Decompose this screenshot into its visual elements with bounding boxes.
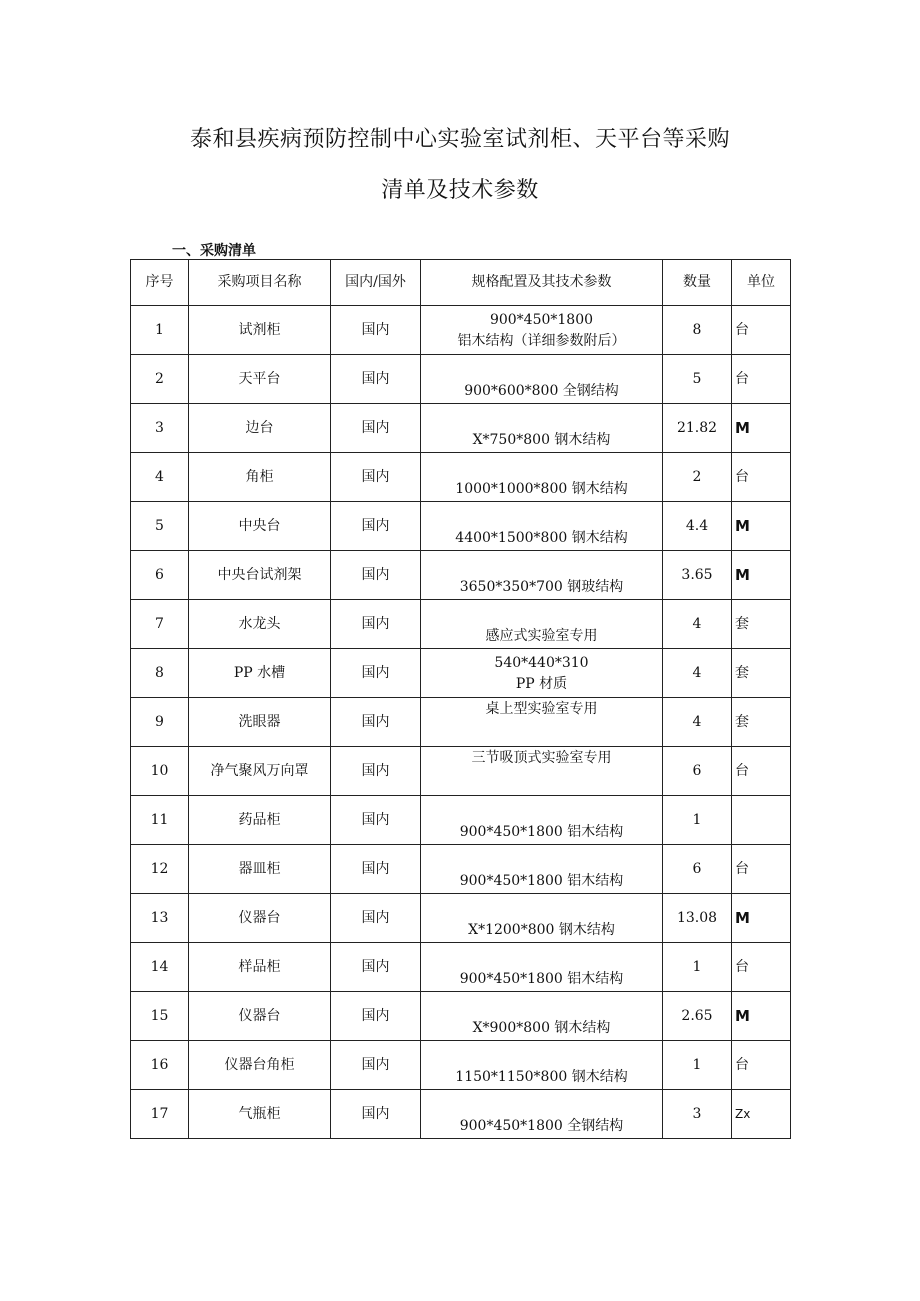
row-qty: 4: [663, 600, 732, 649]
row-unit: 台: [732, 845, 791, 894]
section-heading: 一、采购清单: [172, 243, 256, 259]
row-name: 气瓶柜: [189, 1090, 331, 1139]
row-spec-text: 三节吸顶式实验室专用: [471, 750, 612, 766]
table-row: [131, 845, 791, 894]
row-spec: [421, 992, 663, 1041]
row-spec-text: 桌上型实验室专用: [485, 701, 598, 717]
table-row: [131, 649, 791, 698]
row-name: 样品柜: [189, 943, 331, 992]
row-spec-text: 900*450*1800 铝木结构: [459, 873, 624, 890]
table-row: [131, 551, 791, 600]
row-unit: 台: [732, 747, 791, 796]
row-no: 11: [131, 796, 189, 845]
row-no: 1: [131, 306, 189, 355]
row-spec-text: 3650*350*700 钢玻结构: [459, 579, 624, 596]
row-spec: [421, 600, 663, 649]
row-spec-line: PP 材质: [515, 676, 568, 692]
row-name: 洗眼器: [189, 698, 331, 747]
row-qty: 21.82: [663, 404, 732, 453]
row-qty: 1: [663, 1041, 732, 1090]
row-qty: 6: [663, 747, 732, 796]
row-qty: 6: [663, 845, 732, 894]
row-spec-text: 感应式实验室专用: [485, 628, 598, 645]
row-spec: [421, 796, 663, 845]
row-qty: 2.65: [663, 992, 732, 1041]
table-row: [131, 698, 791, 747]
row-name: 净气聚风万向罩: [189, 747, 331, 796]
row-name: 边台: [189, 404, 331, 453]
row-spec-text: 900*450*1800 铝木结构: [459, 824, 624, 841]
row-no: 9: [131, 698, 189, 747]
row-no: 5: [131, 502, 189, 551]
row-spec-line: 540*440*310: [494, 655, 589, 672]
row-unit: 台: [732, 453, 791, 502]
row-origin: 国内: [331, 306, 421, 355]
row-spec: [421, 943, 663, 992]
row-spec-line: 900*450*1800: [489, 312, 594, 329]
document-title-line-1: 泰和县疾病预防控制中心实验室试剂柜、天平台等采购: [189, 127, 730, 152]
row-name: 天平台: [189, 355, 331, 404]
row-name: 药品柜: [189, 796, 331, 845]
row-no: 2: [131, 355, 189, 404]
row-qty: 3: [663, 1090, 732, 1139]
row-qty: 4: [663, 649, 732, 698]
row-no: 3: [131, 404, 189, 453]
table-row: [131, 600, 791, 649]
row-unit: M: [732, 551, 791, 600]
row-origin: 国内: [331, 1090, 421, 1139]
row-no: 15: [131, 992, 189, 1041]
row-no: 13: [131, 894, 189, 943]
row-qty: 3.65: [663, 551, 732, 600]
row-spec: [421, 1041, 663, 1090]
table-row: [131, 355, 791, 404]
row-spec: [421, 551, 663, 600]
header-name: 采购项目名称: [189, 260, 331, 306]
row-origin: 国内: [331, 551, 421, 600]
row-name: 试剂柜: [189, 306, 331, 355]
table-row: [131, 796, 791, 845]
row-name: 水龙头: [189, 600, 331, 649]
table-row: [131, 502, 791, 551]
table-row: [131, 943, 791, 992]
row-no: 7: [131, 600, 189, 649]
header-origin: 国内/国外: [331, 260, 421, 306]
row-qty: 4: [663, 698, 732, 747]
row-unit: 台: [732, 1041, 791, 1090]
row-spec: [421, 698, 663, 747]
row-qty: 2: [663, 453, 732, 502]
row-no: 17: [131, 1090, 189, 1139]
row-unit: 套: [732, 600, 791, 649]
row-name: PP 水槽: [189, 649, 331, 698]
row-unit: M: [732, 992, 791, 1041]
row-no: 10: [131, 747, 189, 796]
row-spec-line: 铝木结构（详细参数附后）: [457, 333, 626, 349]
row-spec-text: 900*450*1800 铝木结构: [459, 971, 624, 988]
row-unit: Zx: [732, 1090, 791, 1139]
row-origin: 国内: [331, 1041, 421, 1090]
row-spec-text: 900*450*1800 全钢结构: [459, 1118, 624, 1135]
row-name: 中央台: [189, 502, 331, 551]
row-origin: 国内: [331, 992, 421, 1041]
row-origin: 国内: [331, 698, 421, 747]
row-origin: 国内: [331, 649, 421, 698]
row-unit: 套: [732, 649, 791, 698]
row-origin: 国内: [331, 453, 421, 502]
row-unit: [732, 796, 791, 845]
row-spec-text: 900*600*800 全钢结构: [464, 383, 619, 400]
row-spec: [421, 845, 663, 894]
row-spec-text: 1000*1000*800 钢木结构: [455, 481, 628, 498]
row-origin: 国内: [331, 404, 421, 453]
row-spec-text: X*1200*800 钢木结构: [468, 922, 615, 939]
row-unit: 台: [732, 355, 791, 404]
row-qty: 1: [663, 943, 732, 992]
row-spec-text: 4400*1500*800 钢木结构: [455, 530, 628, 547]
row-no: 12: [131, 845, 189, 894]
row-spec-text: X*900*800 钢木结构: [472, 1020, 611, 1037]
table-header-row: [131, 260, 791, 306]
row-spec-text: X*750*800 钢木结构: [472, 432, 611, 449]
row-no: 16: [131, 1041, 189, 1090]
row-name: 器皿柜: [189, 845, 331, 894]
table-row: [131, 992, 791, 1041]
row-no: 14: [131, 943, 189, 992]
row-spec: [421, 502, 663, 551]
table-row: [131, 894, 791, 943]
row-spec: [421, 894, 663, 943]
row-qty: 4.4: [663, 502, 732, 551]
row-origin: 国内: [331, 796, 421, 845]
row-qty: 5: [663, 355, 732, 404]
row-spec: [421, 404, 663, 453]
row-spec: [421, 453, 663, 502]
row-name: 角柜: [189, 453, 331, 502]
header-qty: 数量: [663, 260, 732, 306]
row-name: 中央台试剂架: [189, 551, 331, 600]
row-spec: [421, 355, 663, 404]
row-origin: 国内: [331, 943, 421, 992]
row-no: 6: [131, 551, 189, 600]
row-unit: 台: [732, 306, 791, 355]
row-origin: 国内: [331, 502, 421, 551]
header-spec: 规格配置及其技术参数: [421, 260, 663, 306]
row-qty: 1: [663, 796, 732, 845]
table-row: [131, 747, 791, 796]
table-row: [131, 1041, 791, 1090]
row-spec: [421, 747, 663, 796]
row-qty: 13.08: [663, 894, 732, 943]
table-row: [131, 453, 791, 502]
row-no: 8: [131, 649, 189, 698]
row-origin: 国内: [331, 355, 421, 404]
row-unit: M: [732, 502, 791, 551]
document-title-line-2: 清单及技术参数: [381, 178, 539, 203]
header-unit: 单位: [732, 260, 791, 306]
row-unit: 套: [732, 698, 791, 747]
row-name: 仪器台角柜: [189, 1041, 331, 1090]
row-spec-text: 1150*1150*800 钢木结构: [455, 1069, 628, 1086]
row-origin: 国内: [331, 600, 421, 649]
row-unit: M: [732, 894, 791, 943]
row-no: 4: [131, 453, 189, 502]
procurement-table: [130, 259, 791, 1139]
row-origin: 国内: [331, 747, 421, 796]
row-qty: 8: [663, 306, 732, 355]
table-row: [131, 404, 791, 453]
row-name: 仪器台: [189, 894, 331, 943]
row-spec: [421, 1090, 663, 1139]
table-row: [131, 1090, 791, 1139]
table-row: [131, 306, 791, 355]
row-spec: [421, 649, 663, 698]
row-unit: 台: [732, 943, 791, 992]
row-unit: M: [732, 404, 791, 453]
header-no: 序号: [131, 260, 189, 306]
row-name: 仪器台: [189, 992, 331, 1041]
row-spec: [421, 306, 663, 355]
row-origin: 国内: [331, 894, 421, 943]
row-origin: 国内: [331, 845, 421, 894]
